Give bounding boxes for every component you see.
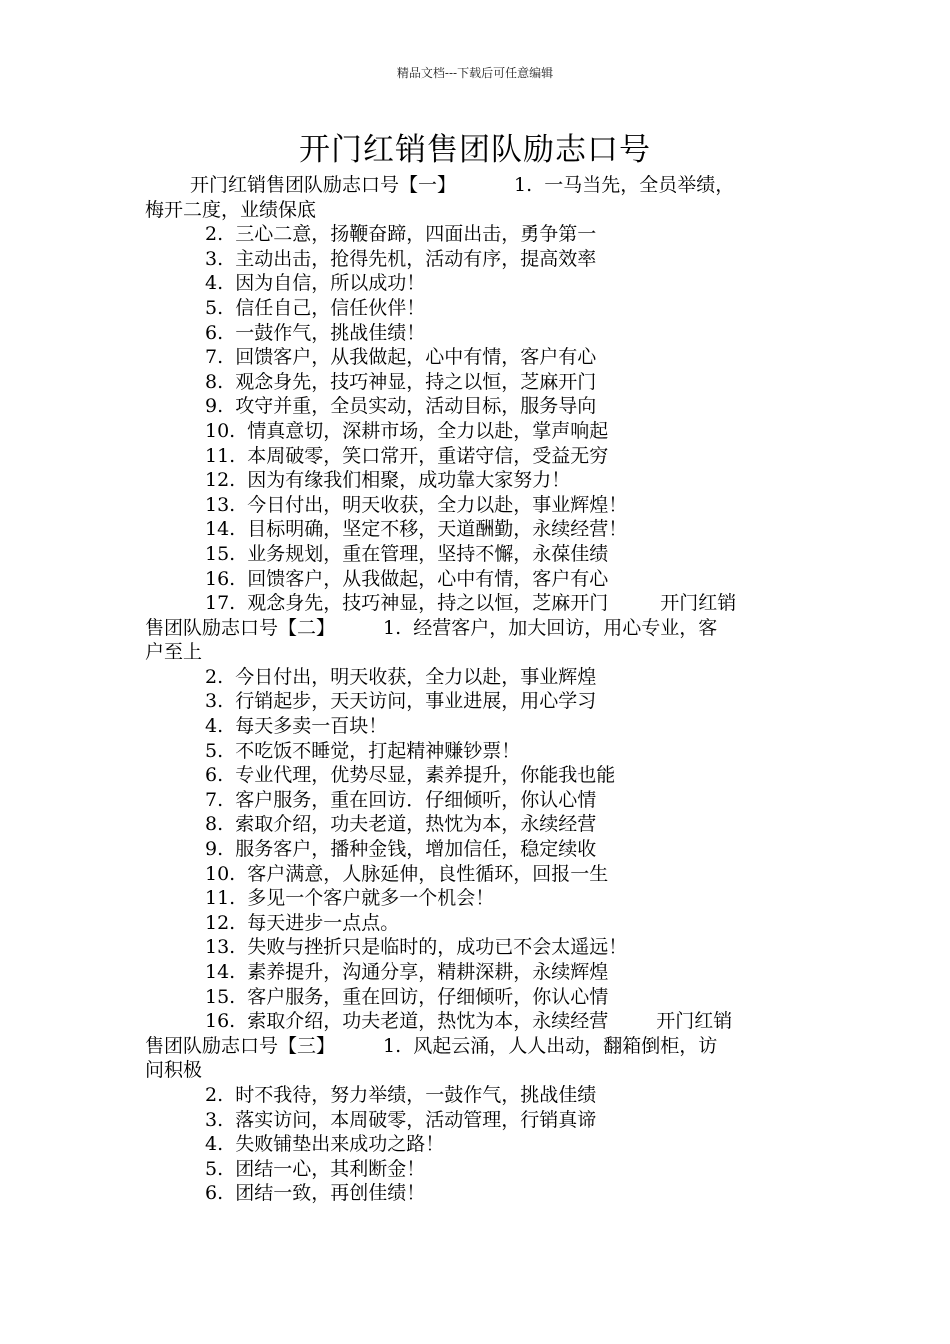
list-item: 2. 今日付出，明天收获，全力以赴，事业辉煌 xyxy=(205,665,597,688)
document-body xyxy=(145,173,810,1206)
list-item: 12. 每天进步一点点。 xyxy=(205,911,400,934)
list-item: 6. 专业代理，优势尽显，素养提升，你能我也能 xyxy=(205,764,616,787)
list-item: 4. 失败铺垫出来成功之路！ xyxy=(205,1133,445,1156)
list-item: 2. 三心二意，扬鞭奋蹄，四面出击，勇争第一 xyxy=(205,223,597,246)
list-item: 14. 目标明确，坚定不移，天道酬勤，永续经营！ xyxy=(205,518,628,541)
list-item: 4. 因为自信，所以成功！ xyxy=(205,272,426,295)
text-line: 开门红销售团队励志口号【一】 1. 一马当先，全员举绩， xyxy=(190,174,735,196)
text-line: 16. 索取介绍，功夫老道，热忱为本，永续经营 开门红销 xyxy=(205,1010,733,1033)
list-item: 11. 本周破零，笑口常开，重诺守信，受益无穷 xyxy=(205,444,609,467)
list-item: 9. 攻守并重，全员实动，活动目标，服务导向 xyxy=(205,395,597,418)
list-item: 13. 今日付出，明天收获，全力以赴，事业辉煌！ xyxy=(205,493,628,516)
list-item: 16. 回馈客户，从我做起，心中有情，客户有心 xyxy=(205,567,609,590)
list-item: 6. 团结一致，再创佳绩！ xyxy=(205,1182,426,1205)
list-item: 9. 服务客户，播种金钱，增加信任，稳定续收 xyxy=(205,838,597,861)
list-item: 5. 不吃饭不睡觉，打起精神赚钞票！ xyxy=(205,739,521,762)
list-item: 4. 每天多卖一百块！ xyxy=(205,715,388,738)
document-title: 开门红销售团队励志口号 xyxy=(299,132,651,168)
list-item: 8. 观念身先，技巧神显，持之以恒，芝麻开门 xyxy=(205,370,597,393)
list-item: 7. 回馈客户，从我做起，心中有情，客户有心 xyxy=(205,346,597,369)
text-line: 售团队励志口号【三】 1. 风起云涌，人人出动，翻箱倒柜，访 xyxy=(145,1034,718,1057)
list-item: 3. 落实访问，本周破零，活动管理，行销真谛 xyxy=(205,1108,597,1131)
list-item: 5. 信任自己，信任伙伴！ xyxy=(205,296,426,319)
list-item: 5. 团结一心，其利断金！ xyxy=(205,1157,426,1180)
list-item: 8. 索取介绍，功夫老道，热忱为本，永续经营 xyxy=(205,813,597,836)
list-item: 6. 一鼓作气，挑战佳绩！ xyxy=(205,321,426,344)
list-item: 7. 客户服务，重在回访．仔细倾听，你认心情 xyxy=(205,788,597,811)
list-item: 13. 失败与挫折只是临时的，成功已不会太遥远！ xyxy=(205,936,628,959)
text-line: 户至上 xyxy=(145,641,203,664)
list-item: 2. 时不我待，努力举绩，一鼓作气，挑战佳绩 xyxy=(205,1083,597,1106)
list-item: 3. 行销起步，天天访问，事业进展，用心学习 xyxy=(205,690,597,713)
list-item: 15. 客户服务，重在回访，仔细倾听，你认心情 xyxy=(205,985,609,1008)
list-item: 10. 客户满意，人脉延伸，良性循环，回报一生 xyxy=(205,862,609,885)
list-item: 12. 因为有缘我们相聚，成功靠大家努力！ xyxy=(205,469,571,492)
text-line: 售团队励志口号【二】 1. 经营客户，加大回访，用心专业，客 xyxy=(145,616,718,639)
text-line: 梅开二度，业绩保底 xyxy=(145,198,317,221)
text-line: 问积极 xyxy=(145,1059,203,1082)
list-item: 14. 素养提升，沟通分享，精耕深耕，永续辉煌 xyxy=(205,961,609,983)
list-item: 15. 业务规划，重在管理，坚持不懈，永葆佳绩 xyxy=(205,542,609,565)
text-line: 17. 观念身先，技巧神显，持之以恒，芝麻开门 开门红销 xyxy=(205,592,737,615)
list-item: 11. 多见一个客户就多一个机会！ xyxy=(205,887,495,910)
list-item: 10. 情真意切，深耕市场，全力以赴，掌声响起 xyxy=(205,419,609,442)
list-item: 3. 主动出击，抢得先机，活动有序，提高效率 xyxy=(205,247,597,270)
page-header: 精品文档---下载后可任意编辑 xyxy=(396,66,554,80)
